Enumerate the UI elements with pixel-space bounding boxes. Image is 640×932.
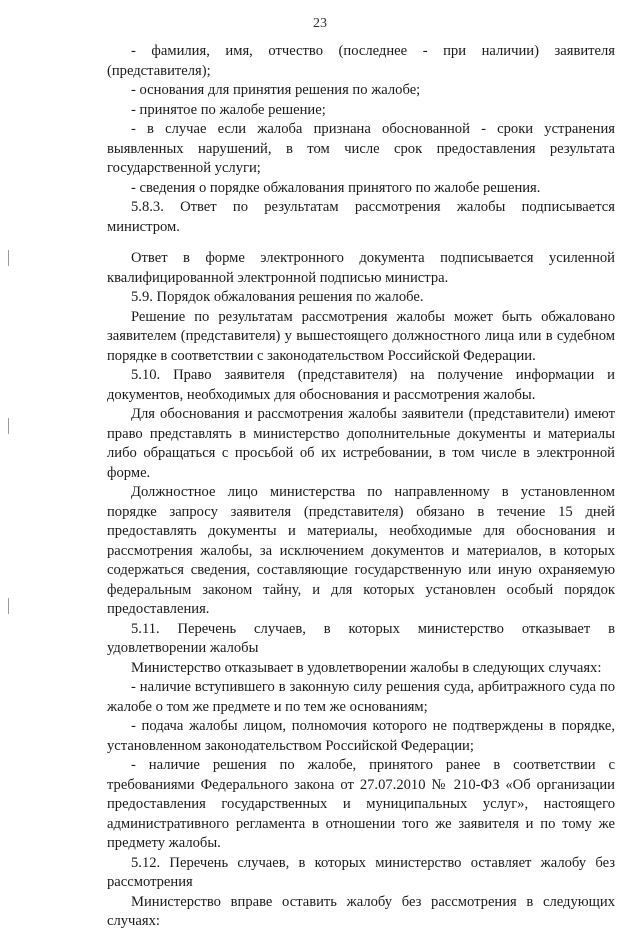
paragraph: 5.12. Перечень случаев, в которых министерство оставляет жалобу без рассмотрения	[107, 854, 615, 890]
paragraph: - сведения о порядке обжалования принятого по жалобе решения.	[131, 179, 541, 196]
paragraph: Для обоснования и рассмотрения жалобы заявители (представители) имеют право представлять в министерство дополнительные документы и материалы либо обращаться с просьбой об их истребовании, в том числе в электронной форме.	[107, 406, 615, 481]
document-body	[107, 42, 615, 932]
paragraph: Министерство вправе оставить жалобу без рассмотрения в следующих случаях:	[107, 893, 615, 929]
paragraph: 5.8.3. Ответ по результатам рассмотрения жалобы подписывается министром.	[107, 199, 615, 235]
paragraph: Должностное лицо министерства по направленному в установленном порядке запросу заявителя (представителя) обязано в течение 15 дней предоставлять документы и материалы, необходимые для обоснования и рассмотрения жалобы, за исключением документов и материалов, в которых содержаться сведения, составляющие государственную или иную охраняемую федеральным законом тайну, и для которых установлен особый порядок предоставления.	[107, 484, 615, 617]
paragraph: Решение по результатам рассмотрения жалобы может быть обжаловано заявителем (представителя) у вышестоящего должностного лица или в судебном порядке в соответствии с законодательством Российской Федерации.	[107, 308, 615, 364]
paragraph: - наличие вступившего в законную силу решения суда, арбитражного суда по жалобе о том же предмете и по тем же основаниям;	[107, 679, 615, 715]
paragraph: Министерство отказывает в удовлетворении жалобы в следующих случаях:	[131, 659, 602, 676]
scan-edge-mark	[8, 250, 9, 266]
scan-edge-mark	[8, 598, 9, 614]
paragraph: Ответ в форме электронного документа подписывается усиленной квалифицированной электронной подписью министра.	[107, 250, 615, 286]
paragraph: - в случае если жалоба признана обоснованной - сроки устранения выявленных нарушений, в том числе срок предоставления результата государственной услуги;	[107, 121, 615, 176]
paragraph: - фамилия, имя, отчество (последнее - при наличии) заявителя (представителя);	[107, 43, 615, 79]
page-number: 23	[313, 16, 327, 31]
paragraph: - основания для принятия решения по жалобе;	[131, 82, 421, 98]
paragraph: 5.11. Перечень случаев, в которых министерство отказывает в удовлетворении жалобы	[107, 620, 615, 656]
paragraph: - принятое по жалобе решение;	[131, 101, 326, 118]
paragraph: 5.9. Порядок обжалования решения по жалобе.	[131, 289, 424, 305]
paragraph: - подача жалобы лицом, полномочия которого не подтверждены в порядке, установленном законодательством Российской Федерации;	[107, 718, 615, 754]
scan-edge-mark	[8, 418, 9, 434]
paragraph: 5.10. Право заявителя (представителя) на получение информации и документов, необходимых для обоснования и рассмотрения жалобы.	[107, 367, 615, 403]
paragraph: - наличие решения по жалобе, принятого ранее в соответствии с требованиями Федерального закона от 27.07.2010 № 210-ФЗ «Об организации предоставления государственных и муниципальных услуг», настоящего административного регламента в отношении того же заявителя и по тому же предмету жалобы.	[107, 757, 615, 851]
